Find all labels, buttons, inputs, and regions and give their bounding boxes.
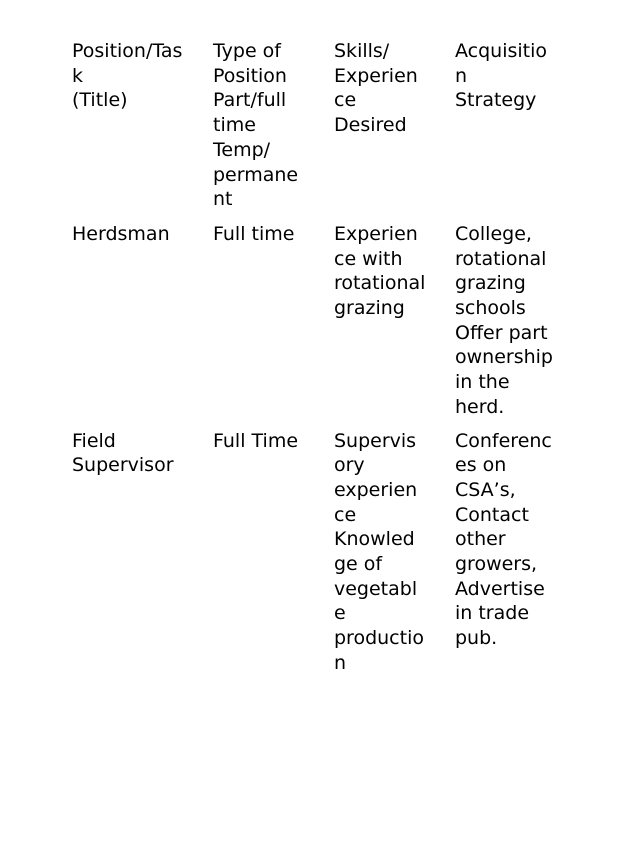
header-line: Desired	[334, 114, 407, 137]
cell-line: in the	[455, 371, 510, 394]
row-acquisition-strategy	[455, 427, 575, 683]
cell-line: ce	[334, 503, 357, 526]
cell-line: rotational	[334, 272, 426, 295]
row-position-type	[213, 220, 334, 427]
header-line: permane	[213, 163, 299, 186]
cell-line: pub.	[455, 627, 498, 650]
header-acquisition-strategy	[455, 37, 575, 220]
row-position-title	[72, 220, 213, 427]
cell-line: herd.	[455, 395, 505, 418]
header-line: time	[213, 114, 256, 137]
cell-line: productio	[334, 627, 424, 650]
header-line: ce	[334, 89, 357, 112]
cell-line: rotational	[455, 247, 547, 270]
header-position-title	[72, 37, 213, 220]
cell-line: grazing	[334, 297, 405, 320]
header-position-type	[213, 37, 334, 220]
row-position-type	[213, 427, 334, 683]
row-position-title	[72, 427, 213, 683]
header-line: Strategy	[455, 89, 537, 112]
cell-line: grazing	[455, 272, 526, 295]
header-line: n	[455, 64, 468, 87]
cell-line: Conferenc	[455, 429, 552, 452]
cell-line: Full time	[213, 222, 295, 245]
cell-line: Offer part	[455, 321, 548, 344]
header-line: k	[72, 64, 84, 87]
header-line: Skills/	[334, 40, 390, 62]
cell-line: e	[334, 602, 346, 625]
cell-line: es on	[455, 454, 507, 477]
cell-line: CSA’s,	[455, 478, 516, 501]
cell-line: Knowled	[334, 528, 415, 551]
cell-line: Full Time	[213, 429, 299, 452]
header-line: Part/full	[213, 89, 287, 112]
header-line: nt	[213, 188, 233, 211]
cell-line: ownership	[455, 346, 553, 369]
position-table	[72, 37, 575, 683]
header-line: Experien	[334, 64, 418, 87]
header-line: Temp/	[213, 138, 271, 161]
cell-line: growers,	[455, 553, 538, 576]
cell-line: College,	[455, 222, 532, 245]
cell-line: n	[334, 651, 347, 674]
row-acquisition-strategy	[455, 220, 575, 427]
cell-line: Field	[72, 429, 116, 452]
cell-line: ce with	[334, 247, 403, 270]
header-line: Position	[213, 64, 287, 87]
cell-line: Supervisor	[72, 454, 174, 477]
cell-line: schools	[455, 297, 526, 320]
header-skills	[334, 37, 455, 220]
row-skills	[334, 220, 455, 427]
cell-line: other	[455, 528, 506, 551]
cell-line: Supervis	[334, 429, 417, 452]
cell-line: vegetabl	[334, 577, 418, 600]
cell-line: Herdsman	[72, 222, 170, 245]
cell-line: Advertise	[455, 577, 545, 600]
cell-line: ge of	[334, 553, 383, 576]
cell-line: in trade	[455, 602, 530, 625]
cell-line: Contact	[455, 503, 529, 526]
header-line: Type of	[213, 40, 281, 62]
header-line: (Title)	[72, 89, 128, 112]
cell-line: ory	[334, 454, 365, 477]
row-skills	[334, 427, 455, 683]
cell-line: Experien	[334, 222, 418, 245]
header-line: Position/Tas	[72, 40, 183, 62]
cell-line: experien	[334, 478, 418, 501]
header-line: Acquisitio	[455, 40, 548, 62]
